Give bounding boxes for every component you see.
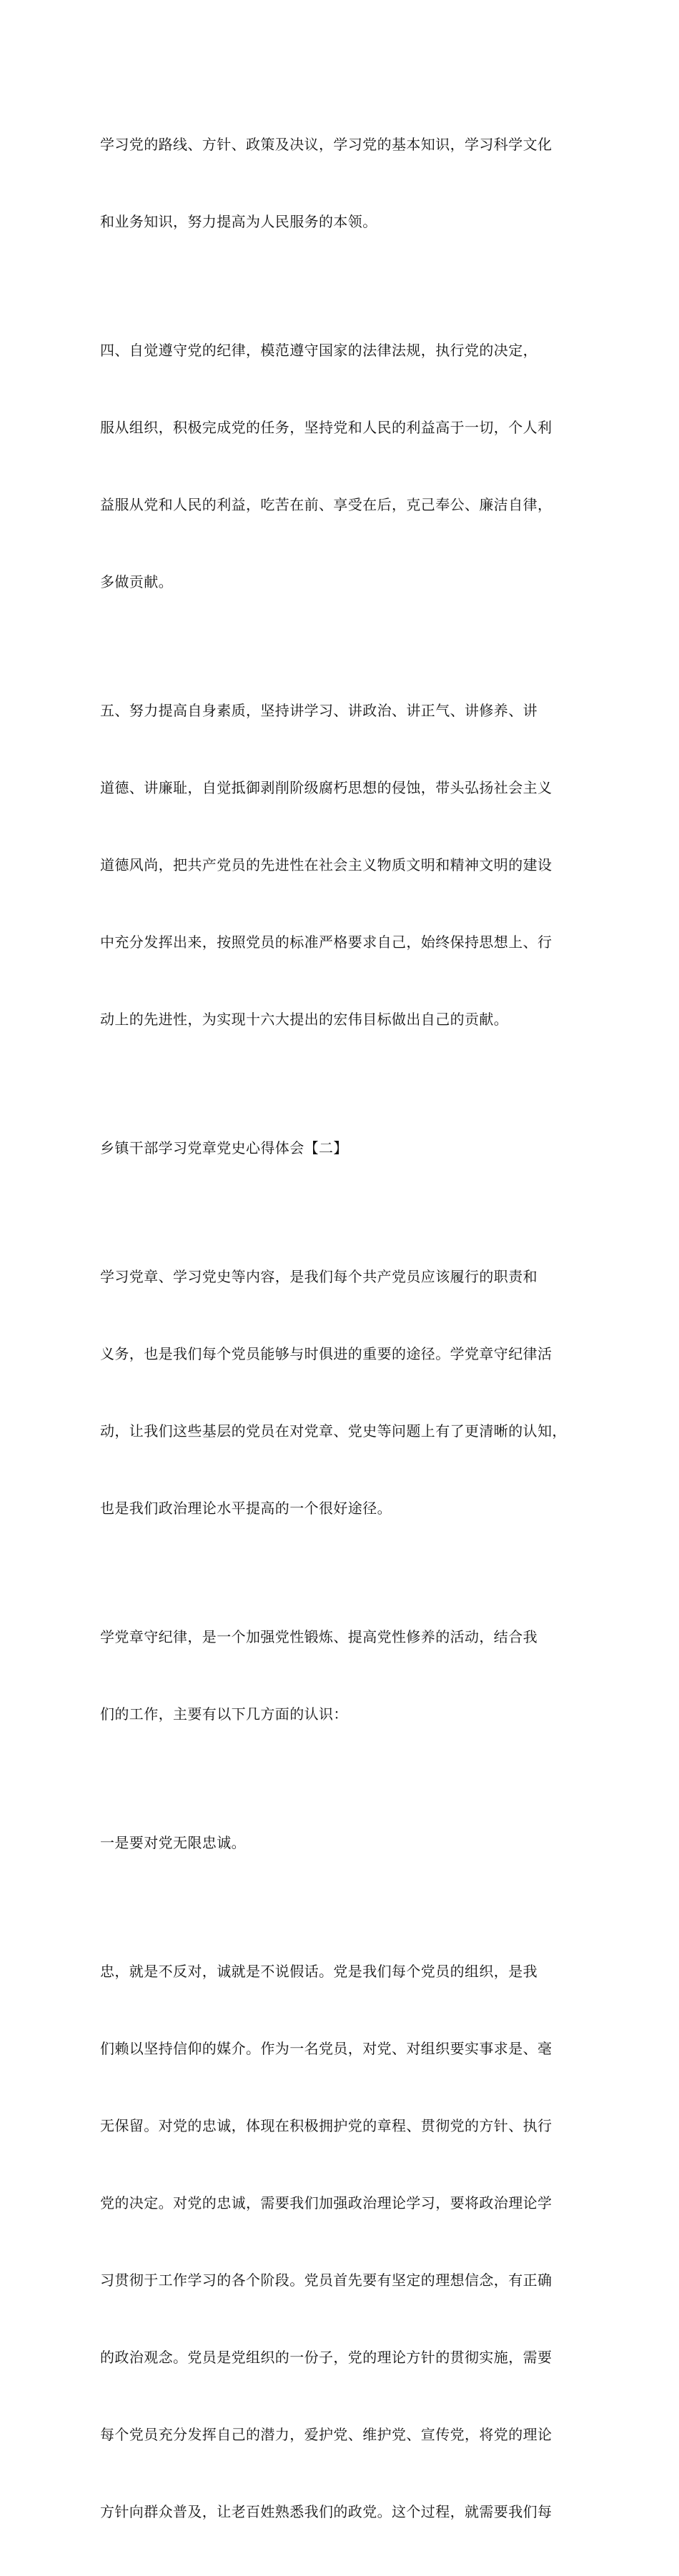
paragraph-2: [100, 286, 586, 646]
text-line: 学习党章、学习党史等内容，是我们每个共产党员应该履行的职责和: [100, 1268, 537, 1285]
text-line: 一是要对党无限忠诚。: [100, 1834, 246, 1851]
text-line: 中充分发挥出来，按照党员的标准严格要求自己，始终保持思想上、行: [100, 933, 552, 951]
paragraph-6: [100, 1778, 586, 1907]
text-line: 方针向群众普及，让老百姓熟悉我们的政党。这个过程，就需要我们每: [100, 2503, 552, 2520]
text-line: 动上的先进性，为实现十六大提出的宏伟目标做出自己的贡献。: [100, 1011, 509, 1028]
text-line: 每个党员充分发挥自己的潜力，爱护党、维护党、宣传党，将党的理论: [100, 2426, 552, 2443]
text-line: 益服从党和人民的利益，吃苦在前、享受在后，克己奉公、廉洁自律，: [100, 496, 552, 513]
text-line: 学党章守纪律，是一个加强党性锻炼、提高党性修养的活动，结合我: [100, 1628, 537, 1645]
paragraph-5: [100, 1572, 586, 1778]
text-line: 和业务知识，努力提高为人民服务的本领。: [100, 213, 377, 230]
text-line: 们赖以坚持信仰的媒介。作为一名党员，对党、对组织要实事求是、毫: [100, 2040, 552, 2057]
text-line: 们的工作，主要有以下几方面的认识：: [100, 1705, 348, 1723]
text-line: 也是我们政治理论水平提高的一个很好途径。: [100, 1500, 392, 1517]
document-page: [100, 80, 586, 2576]
text-line: 党的决定。对党的忠诚，需要我们加强政治理论学习，要将政治理论学: [100, 2194, 552, 2211]
text-line: 学习党的路线、方针、政策及决议，学习党的基本知识，学习科学文化: [100, 136, 552, 153]
text-line: 忠，就是不反对，诚就是不说假话。党是我们每个党员的组织，是我: [100, 1963, 537, 1980]
text-line: 的政治观念。党员是党组织的一份子，党的理论方针的贯彻实施，需要: [100, 2349, 552, 2366]
paragraph-4: [100, 1212, 586, 1572]
text-line: 动，让我们这些基层的党员在对党章、党史等问题上有了更清晰的认知，: [100, 1422, 567, 1440]
text-line: 道德风尚，把共产党员的先进性在社会主义物质文明和精神文明的建设: [100, 856, 552, 873]
paragraph-3: [100, 646, 586, 1084]
text-line: 多做贡献。: [100, 573, 173, 590]
heading-line: 乡镇干部学习党章党史心得体会【二】: [100, 1139, 348, 1156]
section-heading: [100, 1084, 586, 1212]
text-line: 道德、讲廉耻，自觉抵御剥削阶级腐朽思想的侵蚀，带头弘扬社会主义: [100, 779, 552, 796]
paragraph-7: [100, 1907, 586, 2576]
text-line: 义务，也是我们每个党员能够与时俱进的重要的途径。学党章守纪律活: [100, 1345, 552, 1362]
text-line: 五、努力提高自身素质，坚持讲学习、讲政治、讲正气、讲修养、讲: [100, 702, 537, 719]
text-line: 服从组织，积极完成党的任务，坚持党和人民的利益高于一切，个人利: [100, 419, 552, 436]
text-line: 四、自觉遵守党的纪律，模范遵守国家的法律法规，执行党的决定，: [100, 342, 537, 359]
text-line: 习贯彻于工作学习的各个阶段。党员首先要有坚定的理想信念，有正确: [100, 2272, 552, 2289]
paragraph-1: [100, 80, 586, 286]
text-line: 无保留。对党的忠诚，体现在积极拥护党的章程、贯彻党的方针、执行: [100, 2117, 552, 2134]
